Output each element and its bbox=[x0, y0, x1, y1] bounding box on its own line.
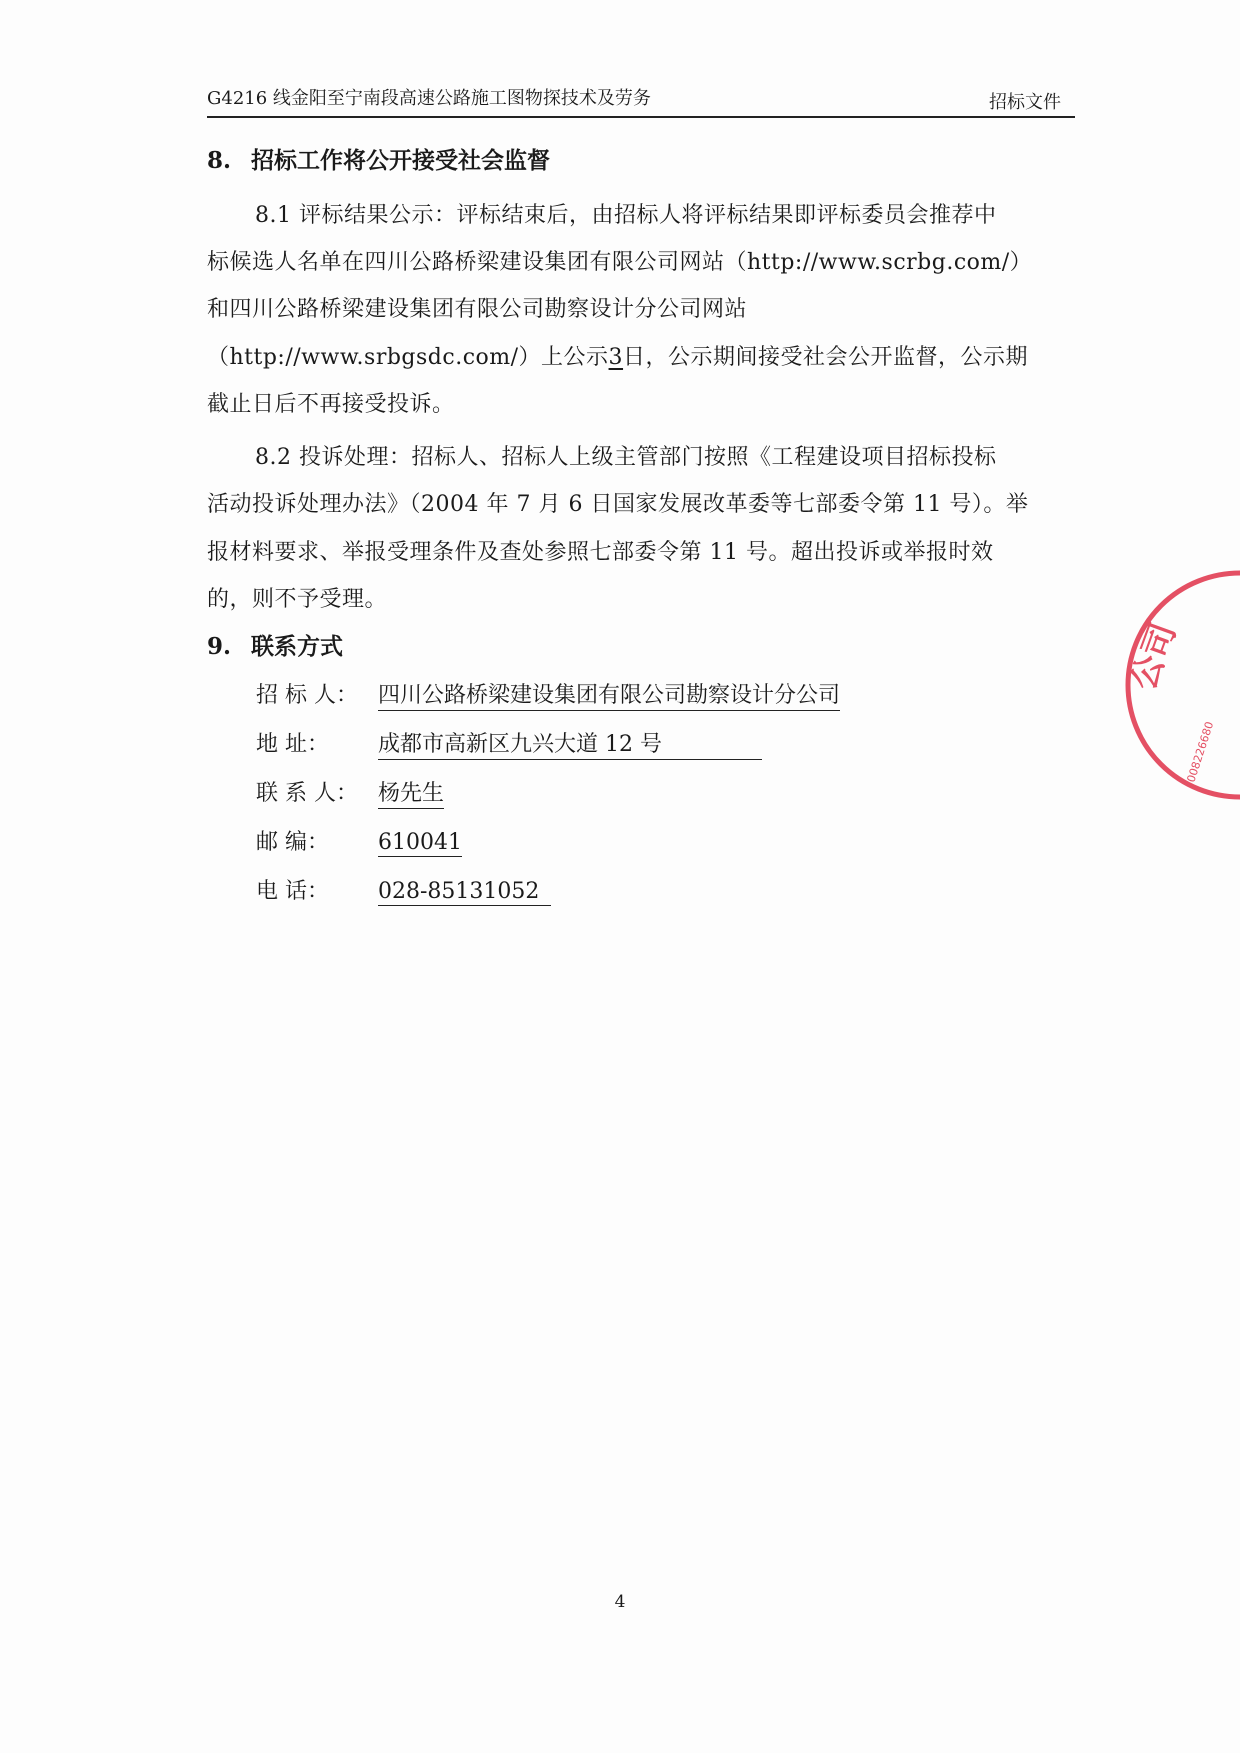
section-8-title: 招标工作将公开接受社会监督 bbox=[251, 147, 550, 174]
paragraph-8-2-line-2: 活动投诉处理办法》（2004 年 7 月 6 日国家发展改革委等七部委令第 11 号）。举 bbox=[207, 492, 1029, 517]
contact-label: 联 系 人： bbox=[256, 781, 358, 806]
contact-row-postcode bbox=[256, 825, 462, 857]
section-8-heading bbox=[207, 142, 550, 175]
contact-label: 招 标 人： bbox=[256, 683, 358, 708]
contact-label: 地 址： bbox=[256, 732, 329, 757]
contact-row-tenderer bbox=[256, 678, 840, 711]
contact-row-address bbox=[256, 727, 762, 760]
company-seal bbox=[1110, 565, 1240, 805]
contact-value: 成都市高新区九兴大道 12 号 bbox=[378, 727, 762, 760]
paragraph-8-1-line-1: 8.1 评标结果公示：评标结束后，由招标人将评标结果即评标委员会推荐中 bbox=[255, 203, 997, 228]
contact-value: 610041 bbox=[378, 830, 462, 855]
page-header bbox=[207, 82, 1075, 118]
svg-text:008226680: 008226680 bbox=[1184, 719, 1217, 784]
contact-value: 杨先生 bbox=[378, 776, 444, 809]
contact-row-person bbox=[256, 776, 444, 809]
page-number: 4 bbox=[614, 1592, 626, 1612]
paragraph-8-1-line-4-pre: （http://www.srbgsdc.com/）上公示 bbox=[207, 345, 609, 370]
svg-text:公司: 公司 bbox=[1123, 617, 1185, 696]
publicity-days: 3 bbox=[608, 345, 624, 370]
section-9-title: 联系方式 bbox=[251, 633, 343, 660]
contact-row-phone bbox=[256, 874, 551, 906]
header-doc-type: 招标文件 bbox=[989, 92, 1061, 113]
paragraph-8-1-line-5: 截止日后不再接受投诉。 bbox=[207, 392, 455, 417]
paragraph-8-2-line-3: 报材料要求、举报受理条件及查处参照七部委令第 11 号。超出投诉或举报时效 bbox=[207, 540, 994, 565]
section-9-number: 9. bbox=[207, 633, 232, 660]
paragraph-8-1-line-2: 标候选人名单在四川公路桥梁建设集团有限公司网站（http://www.scrbg.com/） bbox=[207, 250, 1033, 275]
section-8-number: 8. bbox=[207, 147, 232, 174]
contact-label: 邮 编： bbox=[256, 830, 329, 855]
contact-label: 电 话： bbox=[256, 879, 329, 904]
paragraph-8-1-line-4 bbox=[207, 340, 1028, 371]
header-title: G4216 线金阳至宁南段高速公路施工图物探技术及劳务 bbox=[207, 88, 651, 109]
paragraph-8-2-line-4: 的，则不予受理。 bbox=[207, 587, 388, 612]
contact-value: 四川公路桥梁建设集团有限公司勘察设计分公司 bbox=[378, 678, 840, 711]
paragraph-8-2-line-1: 8.2 投诉处理：招标人、招标人上级主管部门按照《工程建设项目招标投标 bbox=[255, 445, 997, 470]
section-9-heading bbox=[207, 628, 343, 661]
paragraph-8-1-line-4-post: 日，公示期间接受社会公开监督，公示期 bbox=[623, 345, 1029, 370]
contact-value: 028-85131052 bbox=[378, 879, 551, 906]
paragraph-8-1-line-3: 和四川公路桥梁建设集团有限公司勘察设计分公司网站 bbox=[207, 297, 748, 322]
